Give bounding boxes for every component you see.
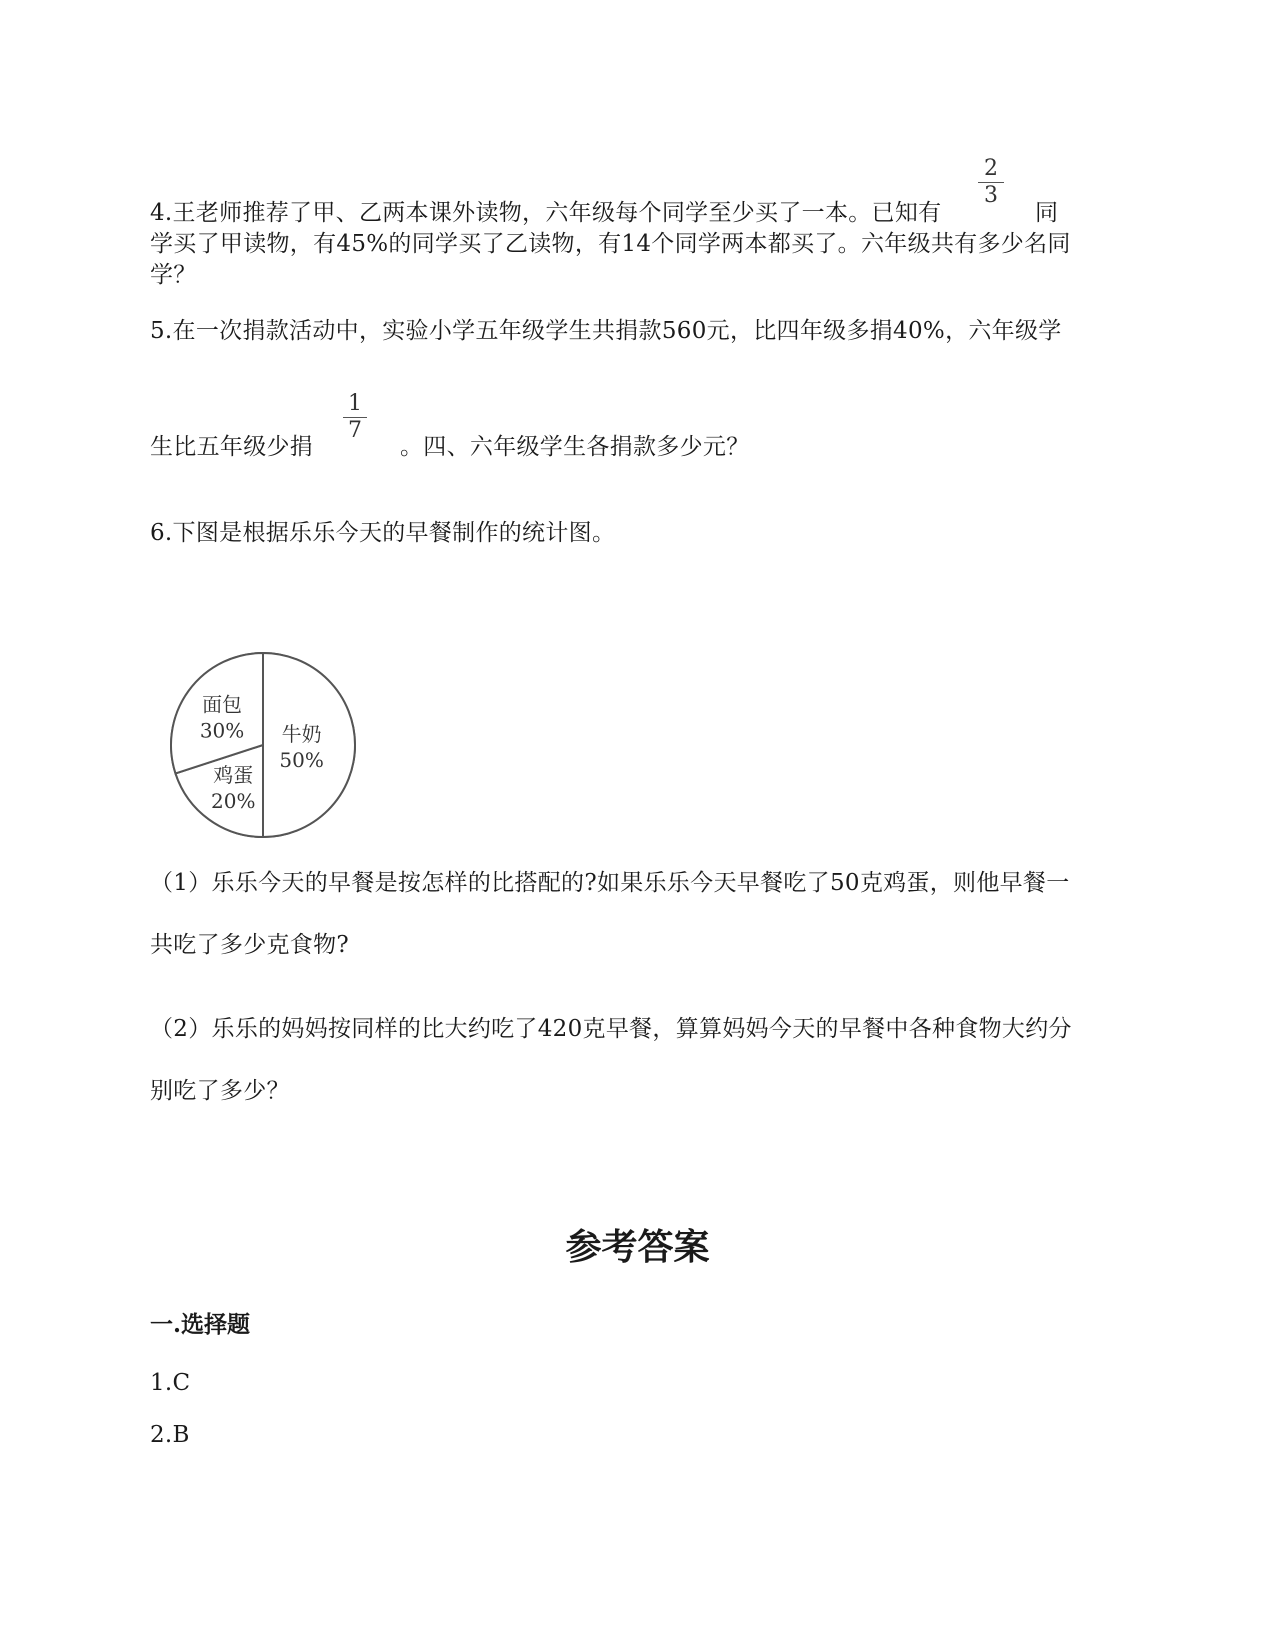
fraction-one-seventh [343, 392, 367, 443]
answer-title: 参考答案 [565, 1226, 710, 1268]
q4-line1-end: 同 [1035, 200, 1059, 226]
fraction-denominator: 3 [984, 183, 998, 208]
section-heading-choice: 一.选择题 [150, 1311, 251, 1338]
pie-label-bread-name: 面包 [202, 692, 243, 717]
fraction-numerator: 2 [984, 156, 998, 181]
pie-label-egg-percent: 20% [211, 788, 256, 813]
pie-label-milk-percent: 50% [279, 748, 324, 772]
q6-intro: 6.下图是根据乐乐今天的早餐制作的统计图。 [150, 520, 616, 546]
pie-label-bread-percent: 30% [199, 718, 245, 743]
breakfast-pie-chart [158, 640, 368, 850]
answer-item-1: 1.C [150, 1370, 191, 1396]
fraction-numerator: 1 [348, 391, 362, 416]
pie-label-egg-name: 鸡蛋 [213, 762, 254, 787]
q4-line3: 学？ [150, 262, 197, 288]
q4-line2: 学买了甲读物，有45%的同学买了乙读物，有14个同学两本都买了。六年级共有多少名同 [150, 231, 1071, 257]
q6-sub1-line1: （1）乐乐今天的早餐是按怎样的比搭配的?如果乐乐今天早餐吃了50克鸡蛋，则他早餐一 [150, 870, 1070, 896]
q5-line1: 5.在一次捐款活动中，实验小学五年级学生共捐款560元，比四年级多捐40%，六年级学 [150, 318, 1062, 344]
answer-item-2: 2.B [150, 1422, 190, 1448]
q5-line2-start: 生比五年级少捐 [150, 434, 314, 460]
pie-label-milk-name: 牛奶 [281, 722, 322, 746]
fraction-two-thirds [978, 157, 1004, 208]
fraction-denominator: 7 [348, 418, 362, 443]
q6-sub2-line1: （2）乐乐的妈妈按同样的比大约吃了420克早餐，算算妈妈今天的早餐中各种食物大约分 [150, 1016, 1072, 1042]
q4-line1: 4.王老师推荐了甲、乙两本课外读物，六年级每个同学至少买了一本。已知有 [150, 200, 942, 226]
q6-sub2-line2: 别吃了多少？ [150, 1078, 290, 1104]
q6-sub1-line2: 共吃了多少克食物? [150, 932, 350, 958]
q5-line2-end: 。四、六年级学生各捐款多少元？ [400, 434, 750, 460]
